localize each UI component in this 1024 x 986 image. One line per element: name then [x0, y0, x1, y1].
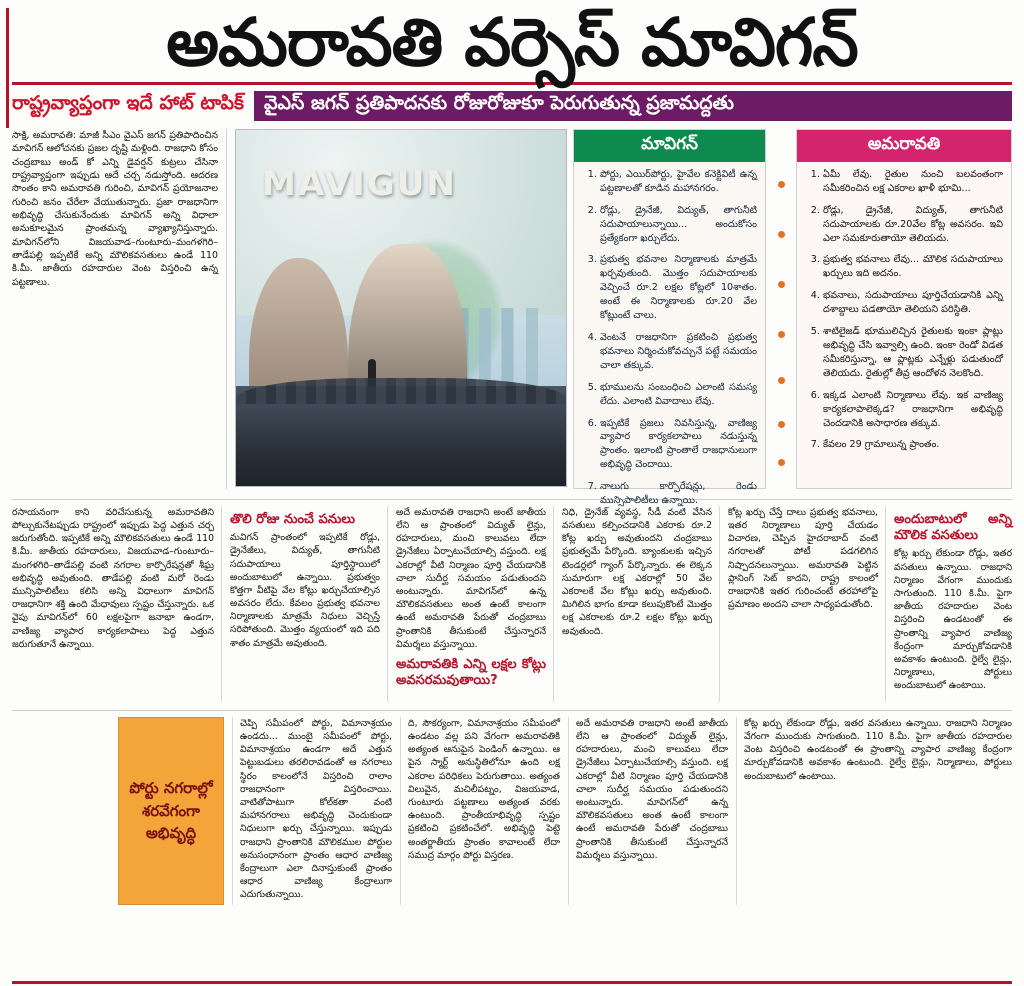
lower-columns [12, 499, 1012, 702]
top-zone [12, 129, 1012, 507]
page-title: అమరావతి వర్సెస్ మావిగన్ [166, 4, 858, 81]
lower-column-5 [728, 506, 886, 702]
lower-col5-text: కోట్ల ఖర్చు చేస్తే దాలు ప్రభుత్వ భవనాలు, ఇతర నిర్మాణాలు పూర్తి చేయడం విచారణ, చెప్పిన హైదరాబాద్ వంటి నగరాలతో పోటీ పడగలిగిన నిష్పాదనలున్నాయి. అమరావతి పెట్టిన ప్లానింగ్‌ సెట్ కాదని, రాష్ట్ర కాలంలో రాజధానికి ఇతర గురించంటే తరహాలోపై ప్రమాణం అందని చాలా సాధ్యపడుతోంది. [728, 506, 878, 611]
lower-col1-text: రసాయనంగా కాని వరిచేసుకున్న అమరావతిని పోల్చుకునేటప్పుడు రాష్ట్రంలో ఇప్పుడు పెద్ద ఎత్తున చర్చ జరుగుతోంది. ఇప్పటికే అన్ని మౌలికవసతులు ఉండే 110 కి.మీ. జాతీయ రహదారులు, విజయవాడ–గుంటూరు–మంగళగిరి–తాడేపల్లి వంటి నగరాల కార్పొరేషన్లతో శీఘ్ర అభివృద్ధి అవుతుంది. తాడేపల్లి వంటి మరో రెండు మున్సిపాలిటీలు కలిసి అన్ని విధాలుగా మావిగన్ రాజధానిగా శక్తి ఉంది మేధావులు స్పష్టం చేస్తున్నారు. ఒక వైపు మావిగన్‌లో 60 లక్షలపైగా జనాభా ఉండగా, వాణిజ్య వ్యాపార కార్యకలాపాలు పెద్ద ఎత్తున జరుగుతూనే ఉన్నాయి. [12, 506, 214, 650]
list-item: 5. శాటిలైజడ్ భూములిచ్చిన రైతులకు ఇంకా ప్లాట్లు అభివృద్ధి చేసి ఇవ్వాల్సి ఉంది. ఇంకా రెండో విడత సమీకరిస్తున్నా, ఆ ప్లాట్లకు ఎన్నేళ్లు పడుతుందో తెలియదు. రైతుల్లో తీవ్ర ఆందోళన నెలకొంది. [823, 325, 1003, 381]
photo-container [235, 129, 565, 489]
photo-overlay-text: MAVIGUN [262, 163, 457, 204]
bottom-column-2: ది, సౌకర్యంగా, విమానాశ్రయం సమీపంలో ఉండటం వల్ల పని వేగంగా అమరావతికి అత్యంత ఆనుపైన పెండింగ్ ఉన్నాయి. ఆ పైన స్మార్ట్ అనుస్థితిలోనూ ఉంది లక్ష ఎకరాల పరిధికలు పెరుగుతాయి. అత్యంత విలువైన, మచిలీపట్నం, విజయవాడ, గుంటూరు పట్టణాలు అత్యంత వరకు ఉంటుంది. ప్రాంతీయాభివృద్ధి స్పష్టం ప్రకటించి ప్రకటించేలో. అభివృద్ధి పెట్టె అంతర్జాతీయ ప్రాంతం కావాలంటే లేదా సముద్ర మార్గం పోర్టు విస్తరణ. [400, 717, 560, 905]
list-item: 2. రోడ్లు, డ్రైనేజీ, విద్యుత్, తాగునీటి సదుపాయాలకు రూ.20వేల కోట్ల అవసరం. ఇవి ఎలా సమకూరుతాయో తెలియదు. [823, 204, 1003, 246]
bottom-column-1: చెప్పి సమీపంలో పోర్టు, విమానాశ్రయం ఉండదు... ముంబై సమీపంలో పోర్టు, విమానాశ్రయం ఉండగా అదే ఎత్తున పెట్టుబడులు తరలిరావడంతో ఆ నగరాలు స్థిరం కాలంలోనే విస్తరించి రాలాం రాజధానంగా విస్తరించాయి. వాటితోపాటుగా కోల్‌కతా వంటి మహానగరాలు అభివృద్ధి చెందుకుండా నిధులుగా ఖర్చు చేస్తున్నాయి. ఇప్పుడు రాజధాని ప్రాంతానికి మౌలికముల పోర్టుల అనుసంధానంగా ప్రాంతం ఆధార వాణిజ్య కేంద్రాలుగా ఎలా దినాస్తుకుంటే ప్రాంతం ఆధార వాణిజ్య కేంద్రాలుగా ఎదుగుతున్నాయి. [232, 717, 392, 905]
mavigun-list [574, 168, 765, 508]
list-item: 4. భవనాలు, సదుపాయాలు పూర్తిచేయడానికి ఎన్ని దశాబ్దాలు పడతాయో తెలియని పరిస్థితి. [823, 289, 1003, 317]
lower-column-6 [894, 506, 1012, 702]
list-item: 3. ప్రభుత్వ భవనాలు లేవు... మౌలిక సదుపాయాలు ఖర్చులు ఇది అదనం. [823, 253, 1003, 281]
article-intro: సాక్షి, అమరావతి: మాజీ సీఎం వైఎస్ జగన్ ప్రతిపాదించిన మావిగన్ ఆలోచనకు ప్రజల దృష్టి మళ్లింది. రాజధాని కోసం చంద్రబాబు అండ్ కో ఎన్ని డైవర్షన్ కుట్రలు చేసినా రాష్ట్రవ్యాప్తంగా ఇప్పుడు ఆదే చర్చ నడుస్తోంది. ఆదరణ సొంతం కాని అమరావతి గురించి, మావిగన్ ప్రయోజనాల గురించి జనం చేరేలా వేయుతున్నారు. ప్రజా రాజధానిగా అభివృద్ధి చేసుకునేందుకు మావిగన్ అన్ని విధాలా అనుకూలమైన ప్రాంతమన్న వ్యాఖ్యానిస్తున్నారు. మావిగన్‌లోని విజయవాడ–గుంటూరు–మంగళగిరి–తాడేపల్లి ఇప్పటికే అన్ని మౌలికవసతులు ఉండే 110 కి.మీ. జాతీయ రహదారుల వెంట విస్తరించి ఉన్న పట్టణాలు. [12, 129, 227, 489]
lower-col6-text: కోట్ల ఖర్చు లేకుండా రోడ్లు, ఇతర వసతులు ఉన్నాయి. రాజధాని నిర్మాణం వేగంగా ముందుకు సాగుతుంది. 110 కి.మీ. పైగా జాతీయ రహదారుల వెంట విస్తరించి ఉండటంతో ఈ ప్రాంతాన్ని వ్యాపార వాణిజ్య కేంద్రంగా మార్చుకోవడానికి అవకాశం ఉంటుంది. రైల్వే లైన్లు, నిర్మాణాలు, పోర్టులు అందుబాటులో ఉంటాయి. [894, 548, 1012, 692]
sub-banner-purple-text: వైఎస్ జగన్ ప్రతిపాదనకు రోజురోజుకూ పెరుగుతున్న ప్రజామద్దతు [254, 91, 1012, 121]
bottom-column-3: అదే అమరావతి రాజధాని అంటే జాతీయ లేని ఆ ప్రాంతంలో విద్యుత్ లైన్లు, రహదారులు, మంచి కాలువలు లేదా డ్రైనేజీలు ఏర్పాటుచేయాల్సి వస్తుంది. లక్ష ఎకరాల్లో వీటి నిర్మాణం పూర్తి చేయడానికి చాలా సుదీర్ఘ సమయం పడుతుందని అంటున్నారు. మావిగన్‌లో ఉన్న మౌలికవసతులు అంత ఉంటే కాలంగా ఉంటే అమరావతి పేరుతో చంద్రబాబు ప్రాంతానికి తీసుకుంటే చేస్తున్నారనే విమర్శలు వస్తున్నాయి. [568, 717, 728, 905]
comparison-boxes [573, 129, 1012, 507]
promo-badge: పోర్టు నగరాల్లో శరవేగంగా అభివృద్ధి [118, 717, 224, 905]
list-item: 6. ఇక్కడ ఎలాంటి నిర్మాణాలు లేవు. ఇక వాణిజ్య కార్యకలాపాలెక్కడ? రాజధానిగా అభివృద్ధి చెందడానికి అసాధారణ తక్కువ. [823, 389, 1003, 431]
list-item: 2. రోడ్లు, డ్రైనేజీ, విద్యుత్, తాగునీటి సదుపాయాలున్నాయి... అందుకోసం ప్రత్యేకంగా ఖర్చులేదు. [600, 204, 757, 246]
heading-all-facilities: అందుబాటులో అన్ని మౌలిక వసతులు [894, 511, 1012, 544]
crowd-figure [236, 386, 566, 486]
amaravati-box [796, 129, 1012, 489]
lower-column-2 [230, 506, 388, 702]
list-item: 1. పోర్టు, ఎయిర్‌పోర్టు, హైవేల కనెక్టివిటీ ఉన్న పట్టణాలతో కూడిన మహానగరం. [600, 168, 757, 196]
connector-dots [776, 129, 786, 489]
amaravati-list [797, 168, 1011, 452]
sub-banner-red-text: రాష్ట్రవ్యాప్తంగా ఇదే హాట్ టాపిక్ [12, 92, 244, 115]
bottom-accent-rule [12, 981, 1012, 984]
heading-first-day: తొలి రోజు నుంచే పనులు [230, 511, 356, 527]
list-item: 7. నాలుగు కార్పొరేషన్లు, రెండు మున్సిపాలిటీలు ఉన్నాయి. [600, 480, 757, 508]
amaravati-box-title: అమరావతి [797, 130, 1011, 162]
lower-column-1 [12, 506, 222, 702]
left-accent-rule [6, 8, 9, 128]
mavigun-box-title: మావిగన్ [574, 130, 765, 162]
bottom-column-4: కోట్ల ఖర్చు లేకుండా రోడ్లు, ఇతర వసతులు ఉన్నాయి. రాజధాని నిర్మాణం వేగంగా ముందుకు సాగుతుంది. 110 కి.మీ. పైగా జాతీయ రహదారుల వెంట విస్తరించి ఉండటంతో ఈ ప్రాంతాన్ని వ్యాపార వాణిజ్య కేంద్రంగా మార్చుకోవడానికి అవకాశం ఉంటుంది. రైల్వే లైన్లు, నిర్మాణాలు, పోర్టులు అందుబాటులో ఉంటాయి. [736, 717, 1012, 905]
bottom-zone [12, 710, 1012, 905]
masthead [12, 0, 1012, 85]
lower-col4-text: నిధి, డ్రైనేజ్ వ్యవస్థ, సీడీ వంటి వేసిన వసతులు కల్పించడానికి ఎకరాకు రూ.2 కోట్ల ఖర్చు అవుతుందని చంద్రబాబు ప్రభుత్వమే పేర్కొంది. బ్యాంకులకు ఇచ్చిన టెండర్లలో గ్యాంగ్ పేర్కొన్నారు. ఈ లెక్కన సుమారుగా లక్ష ఎకరాల్లో 50 వేల ఎకరాలకే వేల కోట్లు ఖర్చు అవుతుంది. మిగిలిన భాగం కూడా కలుపుకొంటే మొత్తం లక్ష ఎకరాలకు రూ.2 లక్షల కోట్లు ఖర్చు అవుతుంది. [562, 506, 712, 637]
lower-col2-text: మవిగన్ ప్రాంతంలో ఇప్పటికే రోడ్లు, డ్రైనేజీలు, విద్యుత్, తాగునీటి సదుపాయాలు పూర్తిస్థాయిలో అందుబాటులో ఉన్నాయి. ప్రభుత్వం కొత్తగా వీటిపై వేల కోట్లు ఖర్చుచేయాల్సిన అవసరం లేదు. కేవలం ప్రభుత్వ భవనాల నిర్మాణాలకు మాత్రమే నిధులు వెచ్చిస్తే సరిపోతుంది. మొత్తం వ్యయంలో ఇది పది శాతం మాత్రమే అవుతుంది. [230, 532, 380, 649]
list-item: 1. ఏమీ లేవు. రైతుల నుంచి బలవంతంగా సమీకరించిన లక్ష ఎకరాల ఖాళీ భూమి... [823, 168, 1003, 196]
lower-column-4 [562, 506, 720, 702]
lower-col3-text: అదే అమరావతి రాజధాని అంటే జాతీయ లేని ఆ ప్రాంతంలో విద్యుత్ లైన్లు, రహదారులు, మంచి కాలువలు లేదా డ్రైనేజీలు ఏర్పాటుచేయాల్సి వస్తుంది. లక్ష ఎకరాల్లో వీటి నిర్మాణం పూర్తి చేయడానికి చాలా సుదీర్ఘ సమయం పడుతుందని అంటున్నారు. మావిగన్‌లో ఉన్న మౌలికవసతులు అంత ఉంటే కాలంగా ఉంటే అమరావతి పేరుతో చంద్రబాబు ప్రాంతానికి తీసుకుంటే చేస్తున్నారనే విమర్శలు వస్తున్నాయి. [396, 506, 546, 650]
lower-column-3 [396, 506, 554, 702]
news-photo [235, 129, 567, 487]
list-item: 7. కేవలం 29 గ్రామాలున్న ప్రాంతం. [823, 438, 1003, 452]
list-item: 4. వెంటనే రాజధానిగా ప్రకటించి ప్రభుత్వ భవనాలు నిర్మించుకోవచ్చునే పట్టే సమయం చాలా తక్కువ. [600, 331, 757, 373]
heading-lakhs-crores: అమరావతికి ఎన్ని లక్షల కోట్లు అవసరమవుతాయి? [396, 656, 546, 689]
sub-banner [12, 91, 1012, 121]
list-item: 6. ఇప్పటికే ప్రజలు నివసిస్తున్న, వాణిజ్య వ్యాపార కార్యకలాపాలు నడుస్తున్న ప్రాంతం. ఇలాంటి ప్రాంతాలే రాజధానులుగా అభివృద్ధి చెందాయి. [600, 417, 757, 473]
mavigun-box [573, 129, 766, 507]
list-item: 3. ప్రభుత్వ భవనాల నిర్మాణాలకు మాత్రమే ఖర్చవుతుంది. మొత్తం సదుపాయాలకు వెచ్చించే రూ.2 లక్షల కోట్లలో 10శాతం. అంటే ఈ నిర్మాణాలకు రూ.20 వేల కోట్లుంటే చాలు. [600, 253, 757, 323]
list-item: 5. భూములను సంబంధించి ఎలాంటి సమస్య లేదు. ఎలాంటి వివాదాలు లేవు. [600, 381, 757, 409]
